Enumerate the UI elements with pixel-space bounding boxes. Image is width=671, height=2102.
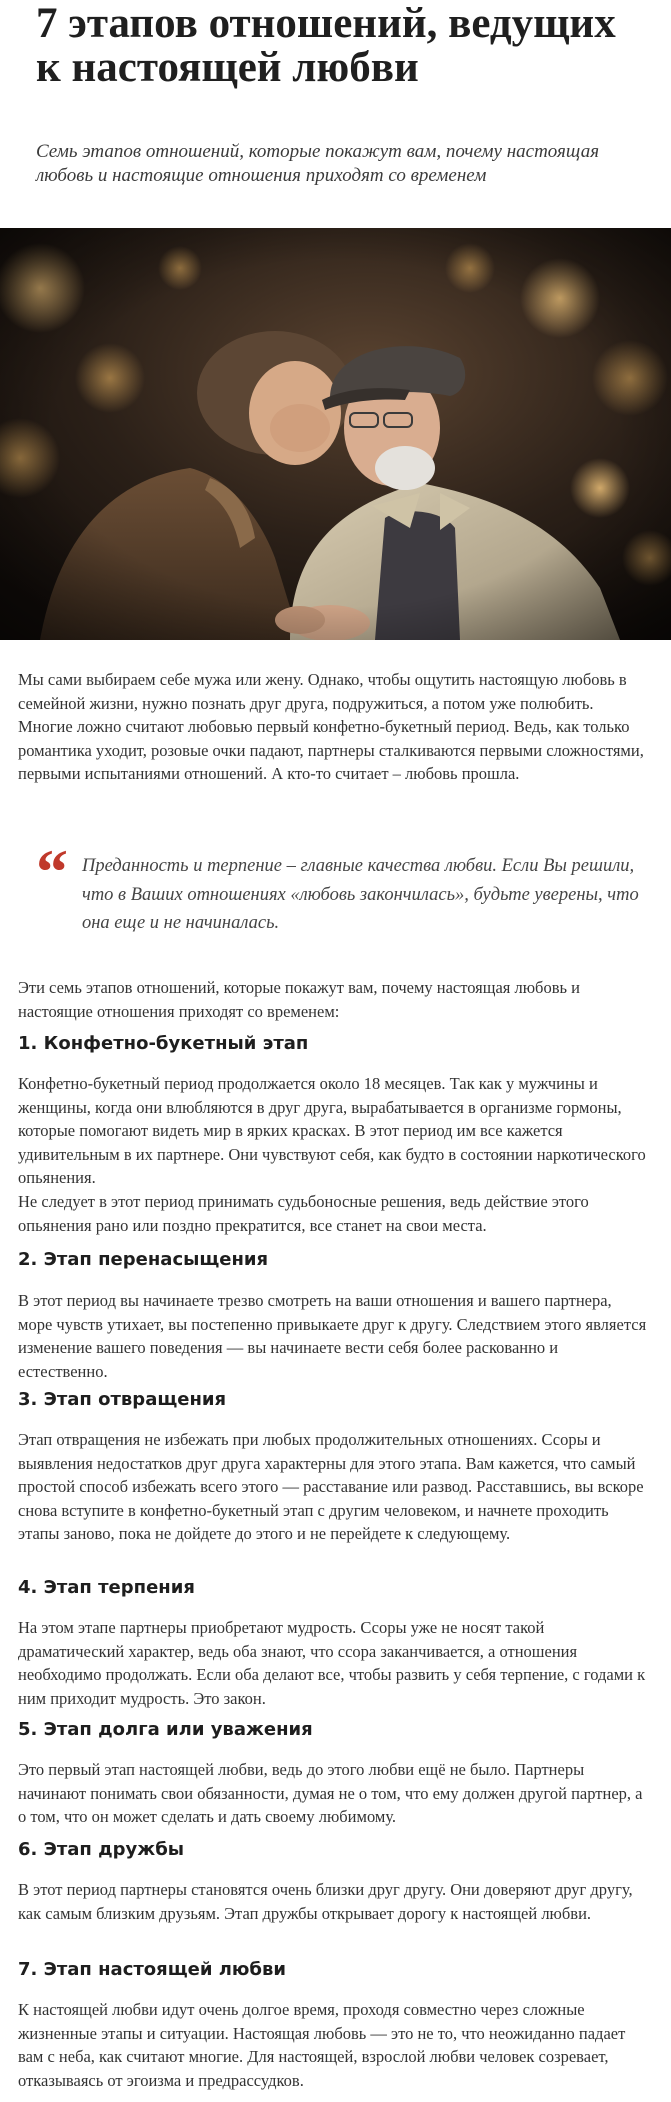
stage-heading-6: 6. Этап дружбы xyxy=(18,1839,185,1860)
stage-heading-2: 2. Этап перенасыщения xyxy=(18,1249,269,1270)
intro-paragraph: Мы сами выбираем себе мужа или жену. Однако, чтобы ощутить настоящую любовь в семейной жизни, нужно познать друг друга, подружиться, а потом уже полюбить. Многие ложно считают любовью первый конфетно-букетный период. Ведь, как только романтика уходит, розовые очки падают, партнеры сталкиваются первыми сложностями, первыми испытаниями отношений. А кто-то считает – любовь прошла. xyxy=(18,670,644,783)
stage-heading-1: 1. Конфетно-букетный этап xyxy=(18,1033,309,1054)
lead-paragraph: Эти семь этапов отношений, которые покажут вам, почему настоящая любовь и настоящие отношения приходят со временем: xyxy=(18,978,580,1021)
stage-heading-3: 3. Этап отвращения xyxy=(18,1389,227,1410)
stage-text-2: В этот период вы начинаете трезво смотреть на ваши отношения и вашего партнера, море чувств утихает, вы постепенно привыкаете друг к другу. Следствием этого является изменение вашего поведения — вы начинаете вести себя более раскованно и естественно. xyxy=(18,1291,647,1381)
stage-heading-5: 5. Этап долга или уважения xyxy=(18,1719,313,1740)
stage-text-4: На этом этапе партнеры приобретают мудрость. Ссоры уже не носят такой драматический характер, ведь оба знают, что ссора заканчивается, а отношения необходимо продолжать. Если оба делают все, чтобы развить у себя терпение, с годами к ним приходит мудрость. Это закон. xyxy=(18,1618,646,1708)
stage-text-5: Это первый этап настоящей любви, ведь до этого любви ещё не было. Партнеры начинают понимать свои обязанности, думая не о том, что ему должен другой партнер, а о том, что он может сделать и дать своему любимому. xyxy=(18,1760,643,1826)
stage-text-3: Этап отвращения не избежать при любых продолжительных отношениях. Ссоры и выявления недостатков друг друга характерны для этого этапа. Вам кажется, что самый простой способ избежать всего этого — расставание или развод. Расставшись, вы вскоре снова вступите в конфетно-букетный этап с другим человеком, и начнете проходить этапы заново, пока не дойдете до этого и не перейдете к следующему. xyxy=(18,1430,644,1543)
stage-text-6: В этот период партнеры становятся очень близки друг другу. Они доверяют друг другу, как самым близким друзьям. Этап дружбы открывает дорогу к настоящей любви. xyxy=(18,1880,633,1923)
stage-text-1: Конфетно-букетный период продолжается около 18 месяцев. Так как у мужчины и женщины, когда они влюбляются в друг друга, вырабатывается в организме гормоны, которые помогают видеть мир в ярких красках. В этот период им все кажется удивительным в их партнере. Они чувствуют себя, как будто в состоянии наркотического опьянения. xyxy=(18,1074,646,1187)
quote-icon: “ xyxy=(36,836,68,907)
stage-text-7: К настоящей любви идут очень долгое время, проходя совместно через сложные жизненные этапы и ситуации. Настоящая любовь — это не то, что неожиданно падает вам с неба, как считают многие. Для настоящей, взрослой любви человек созревает, отказываясь от эгоизма и предрассудков. xyxy=(18,2000,626,2090)
stage-text-1-note: Не следует в этот период принимать судьбоносные решения, ведь действие этого опьянения рано или поздно прекратится, все станет на свои места. xyxy=(18,1192,589,1235)
article-title: 7 этапов отношений, ведущих к настоящей любви xyxy=(36,0,616,91)
hero-photo-elderly-couple xyxy=(0,228,671,640)
pull-quote: Преданность и терпение – главные качества любви. Если Вы решили, что в Ваших отношениях «любовь закончилась», будьте уверены, что она еще и не начиналась. xyxy=(82,856,639,933)
stage-heading-4: 4. Этап терпения xyxy=(18,1577,195,1598)
article-subtitle: Семь этапов отношений, которые покажут вам, почему настоящая любовь и настоящие отношения приходят со временем xyxy=(36,141,600,186)
stage-heading-7: 7. Этап настоящей любви xyxy=(18,1959,286,1980)
